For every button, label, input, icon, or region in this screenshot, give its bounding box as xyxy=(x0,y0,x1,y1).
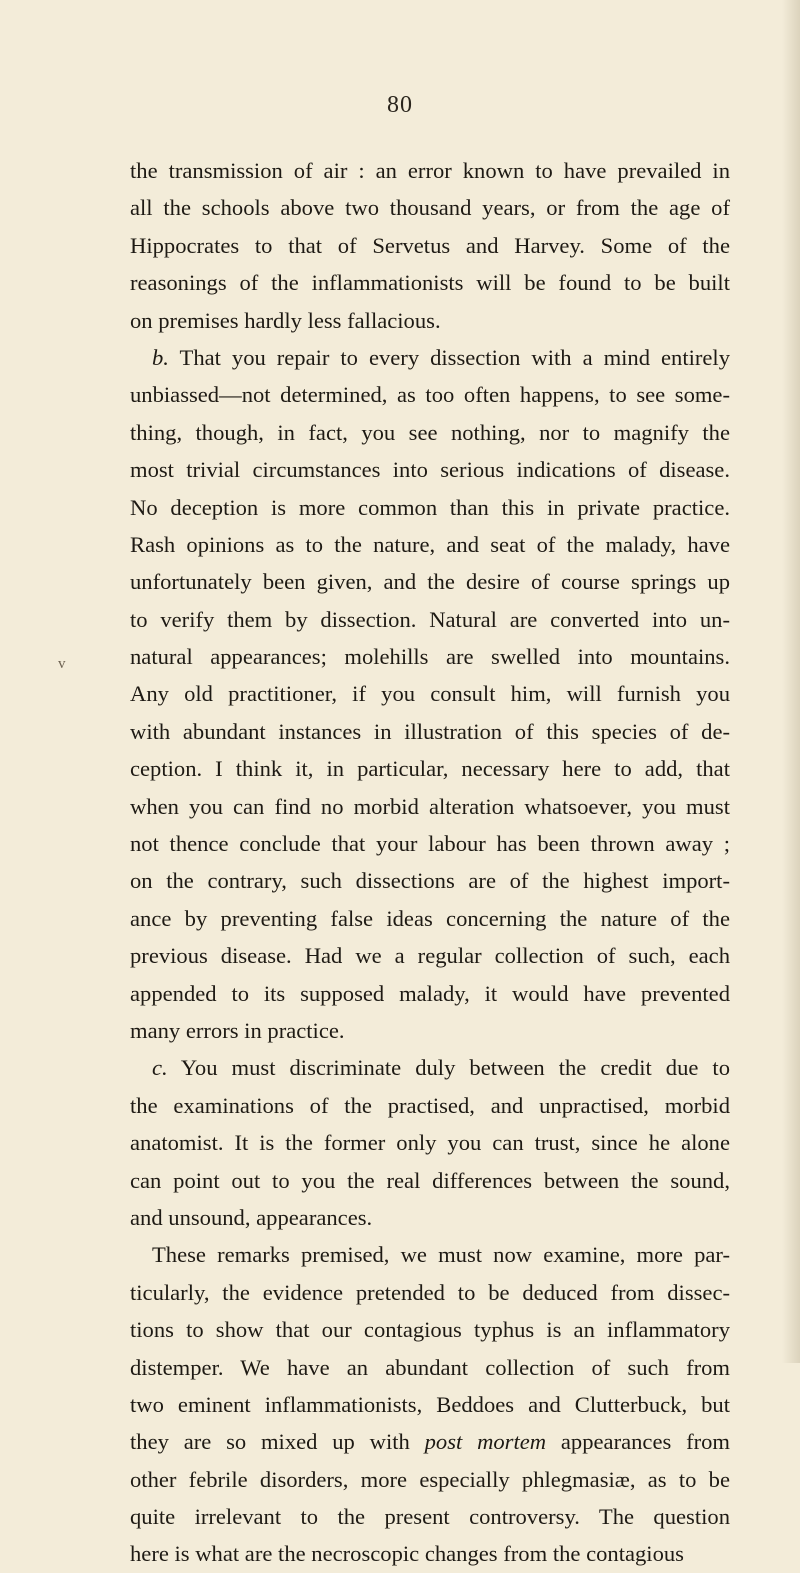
text-line xyxy=(130,900,730,937)
text-line xyxy=(130,638,730,675)
text-line xyxy=(130,601,730,638)
text-segment: on premises hardly less fallacious. xyxy=(130,307,441,333)
text-line xyxy=(130,414,730,451)
text-segment: not thence conclude that your labour has been thrown away ; xyxy=(130,831,730,857)
text-segment: all the schools above two thousand years, or from the age of xyxy=(130,195,730,221)
text-line xyxy=(130,1124,730,1161)
italic-text: b. xyxy=(152,344,169,370)
text-segment: most trivial circumstances into serious indications of disease. xyxy=(130,457,730,483)
text-segment: appearances from xyxy=(546,1429,731,1455)
italic-text: post mortem xyxy=(424,1429,547,1455)
text-line xyxy=(130,451,730,488)
text-line xyxy=(130,227,730,264)
body-text xyxy=(130,152,730,1573)
text-segment: the transmission of air : an error known to have prevailed in xyxy=(130,158,730,183)
text-line xyxy=(130,713,730,750)
text-segment: unbiassed—not determined, as too often happens, to see some- xyxy=(130,382,730,408)
text-segment: Hippocrates to that of Servetus and Harvey. Some of the xyxy=(130,232,730,258)
text-line xyxy=(130,1087,730,1124)
text-segment: many errors in practice. xyxy=(130,1017,345,1043)
text-segment: anatomist. It is the former only you can trust, since he alone xyxy=(130,1130,730,1156)
text-line xyxy=(130,563,730,600)
text-segment: with abundant instances in illustration of this species of de- xyxy=(130,718,730,744)
text-line xyxy=(130,1274,730,1311)
text-segment: Rash opinions as to the nature, and seat of the malady, have xyxy=(130,531,730,557)
text-segment: quite irrelevant to the present controversy. The question xyxy=(130,1504,730,1530)
text-segment: appended to its supposed malady, it would have prevented xyxy=(130,980,730,1006)
text-segment: tions to show that our contagious typhus is an inflammatory xyxy=(130,1317,730,1343)
text-segment: No deception is more common than this in private practice. xyxy=(130,494,730,520)
text-line xyxy=(130,1311,730,1348)
text-line xyxy=(130,1162,730,1199)
text-segment: These remarks premised, we must now examine, more par- xyxy=(152,1242,730,1268)
text-segment: distemper. We have an abundant collection of such from xyxy=(130,1354,730,1380)
margin-mark: v xyxy=(58,656,66,672)
text-line xyxy=(130,1012,730,1049)
text-line xyxy=(130,1461,730,1498)
text-segment: other febrile disorders, more especially phlegmasiæ, as to be xyxy=(130,1466,730,1492)
text-segment: can point out to you the real differences between the sound, xyxy=(130,1167,730,1193)
text-segment: when you can find no morbid alteration whatsoever, you must xyxy=(130,793,730,819)
text-segment: Any old practitioner, if you consult him, will furnish you xyxy=(130,681,730,707)
text-segment: previous disease. Had we a regular collection of such, each xyxy=(130,943,730,969)
text-line xyxy=(130,1386,730,1423)
text-line xyxy=(130,302,730,339)
text-line xyxy=(130,750,730,787)
text-line xyxy=(130,376,730,413)
text-segment: ance by preventing false ideas concerning the nature of the xyxy=(130,905,730,931)
text-line xyxy=(130,862,730,899)
page-edge-shadow xyxy=(782,0,800,1363)
text-line xyxy=(130,788,730,825)
text-line xyxy=(130,189,730,226)
text-line xyxy=(130,1236,730,1273)
text-line xyxy=(130,675,730,712)
text-line xyxy=(130,1199,730,1236)
italic-text: c. xyxy=(152,1055,168,1081)
text-line xyxy=(130,975,730,1012)
text-segment: ception. I think it, in particular, necessary here to add, that xyxy=(130,756,730,782)
text-segment: thing, though, in fact, you see nothing, nor to magnify the xyxy=(130,419,730,445)
text-segment: reasonings of the inflammationists will be found to be built xyxy=(130,270,730,296)
text-line xyxy=(130,339,730,376)
text-segment: unfortunately been given, and the desire of course springs up xyxy=(130,569,730,595)
text-line xyxy=(130,825,730,862)
text-line xyxy=(130,489,730,526)
text-segment: That you repair to every dissection with a mind entirely xyxy=(168,344,730,370)
text-line xyxy=(130,152,730,189)
text-line xyxy=(130,1498,730,1535)
text-line xyxy=(130,526,730,563)
text-line xyxy=(130,1423,730,1460)
text-segment: they are so mixed up with xyxy=(130,1429,425,1455)
text-line xyxy=(130,264,730,301)
text-segment: You must discriminate duly between the credit due to xyxy=(167,1055,730,1081)
text-line xyxy=(130,1049,730,1086)
text-line xyxy=(130,937,730,974)
text-segment: the examinations of the practised, and unpractised, morbid xyxy=(130,1092,730,1118)
text-segment: and unsound, appearances. xyxy=(130,1204,373,1230)
text-line xyxy=(130,1535,730,1572)
text-segment: on the contrary, such dissections are of the highest import- xyxy=(130,868,730,894)
text-line xyxy=(130,1349,730,1386)
text-segment: ticularly, the evidence pretended to be deduced from dissec- xyxy=(130,1279,730,1305)
text-segment: here is what are the necroscopic changes from the contagious xyxy=(130,1541,684,1567)
text-segment: two eminent inflammationists, Beddoes and Clutterbuck, but xyxy=(130,1391,730,1417)
text-segment: natural appearances; molehills are swelled into mountains. xyxy=(130,644,730,670)
text-segment: to verify them by dissection. Natural are converted into un- xyxy=(130,606,730,632)
page-number: 80 xyxy=(387,92,413,118)
